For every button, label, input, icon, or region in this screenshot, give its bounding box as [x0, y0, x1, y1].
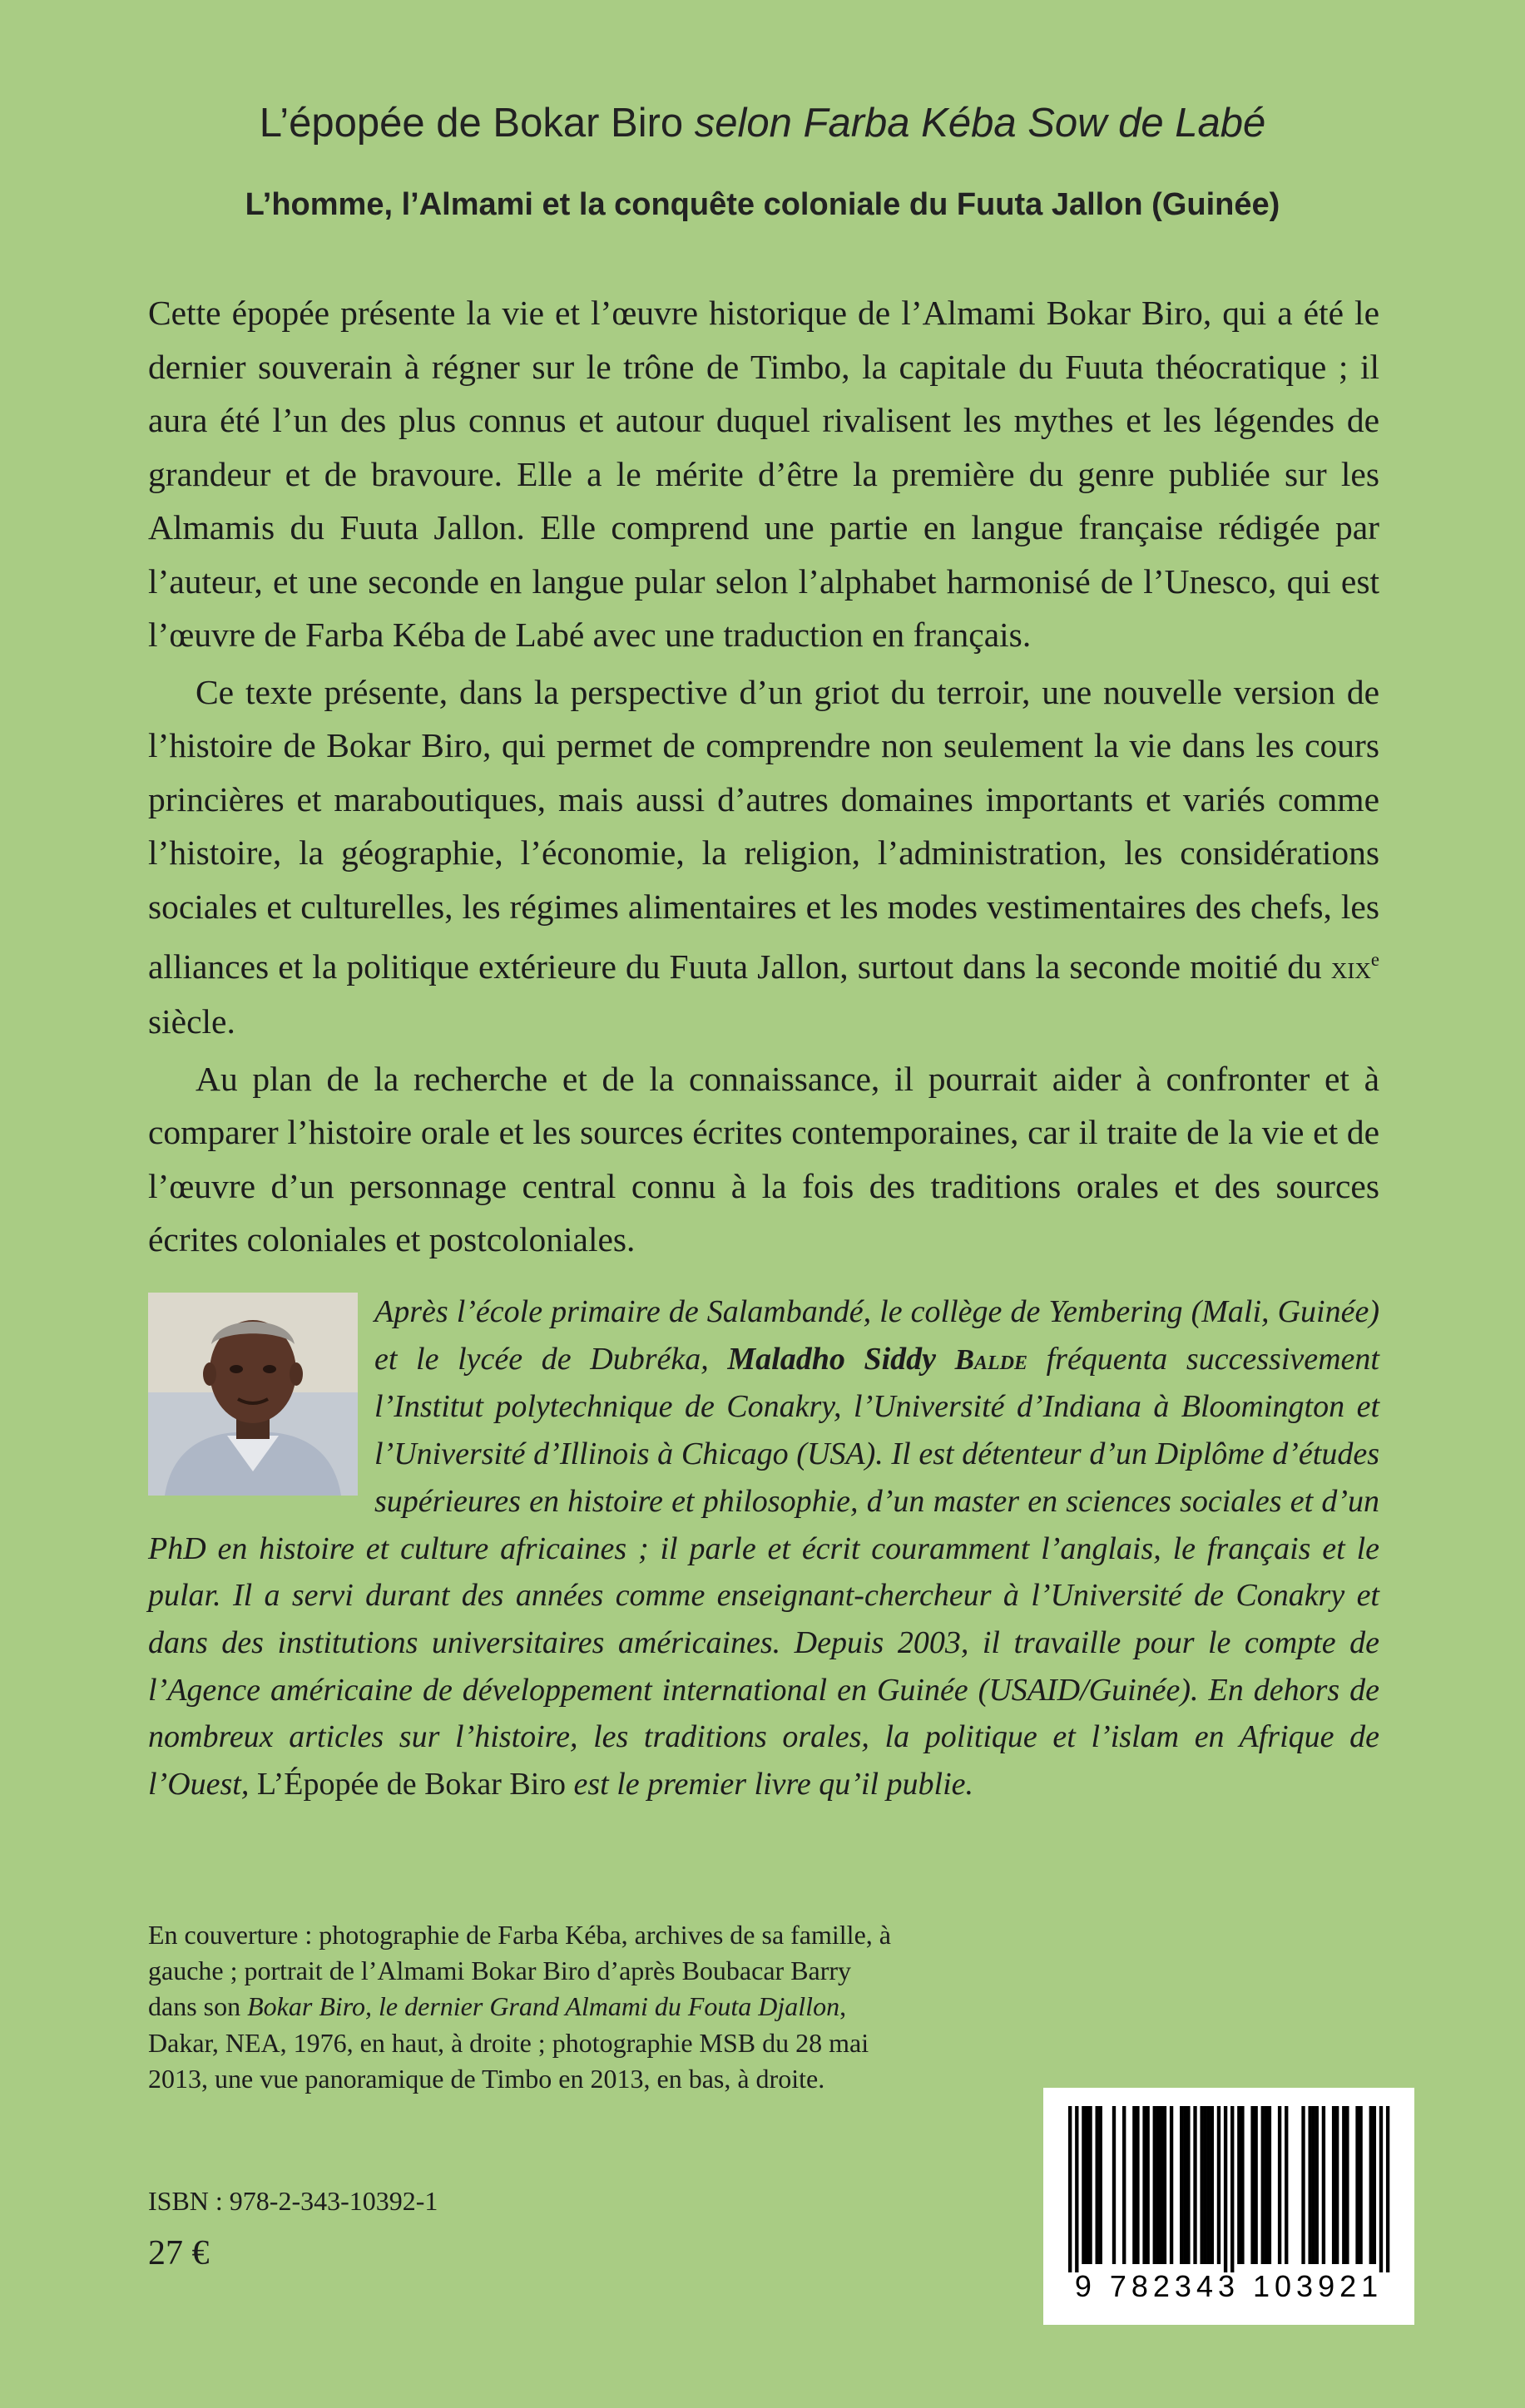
barcode-panel — [1043, 2088, 1414, 2325]
century-numeral: xix — [1330, 950, 1371, 986]
barcode-bar — [1237, 2106, 1240, 2264]
barcode-digits: 9 782343 103921 — [1074, 2269, 1384, 2303]
barcode-bar — [1200, 2106, 1203, 2264]
barcode-bar — [1183, 2106, 1186, 2264]
barcode-bar — [1142, 2106, 1146, 2264]
barcode-bar — [1240, 2106, 1244, 2264]
barcode-bar — [1099, 2106, 1102, 2264]
barcode-bar — [1308, 2106, 1311, 2264]
barcode-bar — [1342, 2106, 1345, 2264]
summary-paragraph-3: Au plan de la recherche et de la connaissance, il pourrait aider à confronter et à comparer l’histoire orale et les sources écrites contemporaines, car il traite de la vie et de l’œuvre d’un personnage central connu à la fois des traditions orales et des sources écrites coloniales et postcoloniales. — [148, 1059, 1379, 1259]
book-subtitle: L’homme, l’Almami et la conquête coloniale du Fuuta Jallon (Guinée) — [245, 187, 1280, 222]
barcode-bar — [1088, 2106, 1092, 2264]
barcode-bar — [1096, 2106, 1099, 2264]
summary-text — [148, 286, 1379, 1267]
barcode-bar — [1332, 2106, 1335, 2264]
barcode-bar — [1265, 2106, 1268, 2264]
barcode-bar — [1163, 2106, 1166, 2264]
barcode-bar — [1132, 2106, 1136, 2264]
barcode-bar — [1153, 2106, 1156, 2264]
barcode-bar — [1261, 2106, 1265, 2264]
barcode-bar — [1315, 2106, 1319, 2264]
barcode-bar — [1345, 2106, 1349, 2264]
barcode-bar — [1301, 2106, 1305, 2264]
title-main: L’épopée de Bokar Biro — [259, 101, 695, 146]
book-title — [0, 98, 1525, 148]
barcode-bar — [1386, 2106, 1389, 2272]
barcode-bar — [1170, 2106, 1173, 2264]
book-title-reference: L’Épopée de Bokar Biro — [256, 1767, 566, 1802]
barcode-bar — [1355, 2106, 1359, 2264]
barcode-bar — [1285, 2106, 1288, 2264]
price-label: 27 € — [148, 2234, 210, 2272]
credits-book-reference: Bokar Biro, le dernier Grand Almami du Fouta Djallon — [247, 1991, 840, 2022]
barcode-bar — [1254, 2106, 1257, 2264]
century-superscript: e — [1370, 949, 1379, 970]
barcode-bar — [1122, 2106, 1126, 2264]
barcode-bar — [1085, 2106, 1088, 2264]
barcode-bar — [1207, 2106, 1211, 2264]
barcode-bar — [1217, 2106, 1220, 2264]
barcode-bar — [1075, 2106, 1078, 2272]
barcode-bar — [1193, 2106, 1196, 2264]
summary-paragraph-2: Ce texte présente, dans la perspective d’un griot du terroir, une nouvelle version de l’histoire de Bokar Biro, qui permet de comprendre non seulement la vie dans les cours princières et maraboutiques, mais aussi d’autres domaines importants et variés comme l’histoire, la géographie, l’économie, la religion, l’administration, les considérations sociales et culturelles, les régimes alimentaires et les modes vestimentaires des chefs, les alliances et la politique extérieure du Fuuta Jallon, surtout dans la seconde moitié du xix$^e$ siècle. — [148, 672, 1379, 1041]
barcode-bar — [1211, 2106, 1214, 2264]
title-italic: selon Farba Kéba Sow de Labé — [694, 101, 1266, 146]
barcode-bar — [1156, 2106, 1160, 2264]
barcode-bar — [1278, 2106, 1281, 2264]
barcode-bar — [1312, 2106, 1315, 2264]
barcode-bar — [1136, 2106, 1139, 2264]
barcode-bar — [1250, 2106, 1254, 2264]
barcode-bar — [1068, 2106, 1072, 2272]
barcode-bar — [1112, 2106, 1116, 2264]
barcode-bar — [1146, 2106, 1149, 2264]
photo-space — [148, 1288, 374, 1503]
barcode-bar — [1204, 2106, 1207, 2264]
barcode-bar — [1322, 2106, 1325, 2264]
barcode-bar — [1082, 2106, 1085, 2264]
barcode-bar — [1160, 2106, 1163, 2264]
barcode-bar — [1369, 2106, 1373, 2264]
barcode-bar — [1379, 2106, 1383, 2272]
barcode-bar — [1186, 2106, 1190, 2264]
barcode-bar — [1180, 2106, 1183, 2264]
barcode-bar — [1335, 2106, 1339, 2264]
cover-credits: En couverture : photographie de Farba Kéba, archives de sa famille, à gauche ; portrait de l’Almami Bokar Biro d’après Boubacar Barry dans son Bokar Biro, le dernier Grand Almami du Fouta Djallon, Dakar, NEA, 1976, en haut, à droite ; photographie MSB du 28 mai 2013, une vue panoramique de Timbo en 2013, en bas, à droite. — [148, 1920, 891, 2094]
barcode-bar — [1359, 2106, 1362, 2264]
author-name: Maladho Siddy Balde — [727, 1341, 1027, 1377]
author-biography: Après l’école primaire de Salambandé, le collège de Yembering (Mali, Guinée) et le lycée de Dubréka, Maladho Siddy Balde fréquenta successivement l’Institut polytechnique de Conakry, l’Université d’Indiana à Bloomington et l’Université d’Illinois à Chicago (USA). Il est détenteur d’un Diplôme d’études supérieures en histoire et philosophie, d’un master en sciences sociales et d’un PhD en histoire et culture africaines ; il parle et écrit couramment l’anglais, le français et le pular. Il a servi durant des années comme enseignant-chercheur à l’Université de Conakry et dans des institutions universitaires américaines. Depuis 2003, il travaille pour le compte de l’Agence américaine de développement international en Guinée (USAID/Guinée). En dehors de nombreux articles sur l’histoire, les traditions orales, la politique et l’islam en Afrique de l’Ouest, L’Épopée de Bokar Biro est le premier livre qu’il publie. — [148, 1288, 1379, 1808]
summary-paragraph-1: Cette épopée présente la vie et l’œuvre historique de l’Almami Bokar Biro, qui a été le dernier souverain à régner sur le trône de Timbo, la capitale du Fuuta théocratique ; il aura été l’un des plus connus et autour duquel rivalisent les mythes et les légendes de grandeur et de bravoure. Elle a le mérite d’être la première du genre publiée sur les Almamis du Fuuta Jallon. Elle comprend une partie en langue française rédigée par l’auteur, et une seconde en langue pular selon l’alphabet harmonisé de l’Unesco, qui est l’œuvre de Farba Kéba de Labé avec une traduction en français. — [148, 294, 1379, 654]
barcode-bar — [1230, 2106, 1234, 2272]
isbn-label: ISBN : 978-2-343-10392-1 — [148, 2186, 438, 2216]
barcode-bar — [1224, 2106, 1227, 2272]
barcode-bar — [1373, 2106, 1376, 2264]
barcode-bar — [1268, 2106, 1271, 2264]
